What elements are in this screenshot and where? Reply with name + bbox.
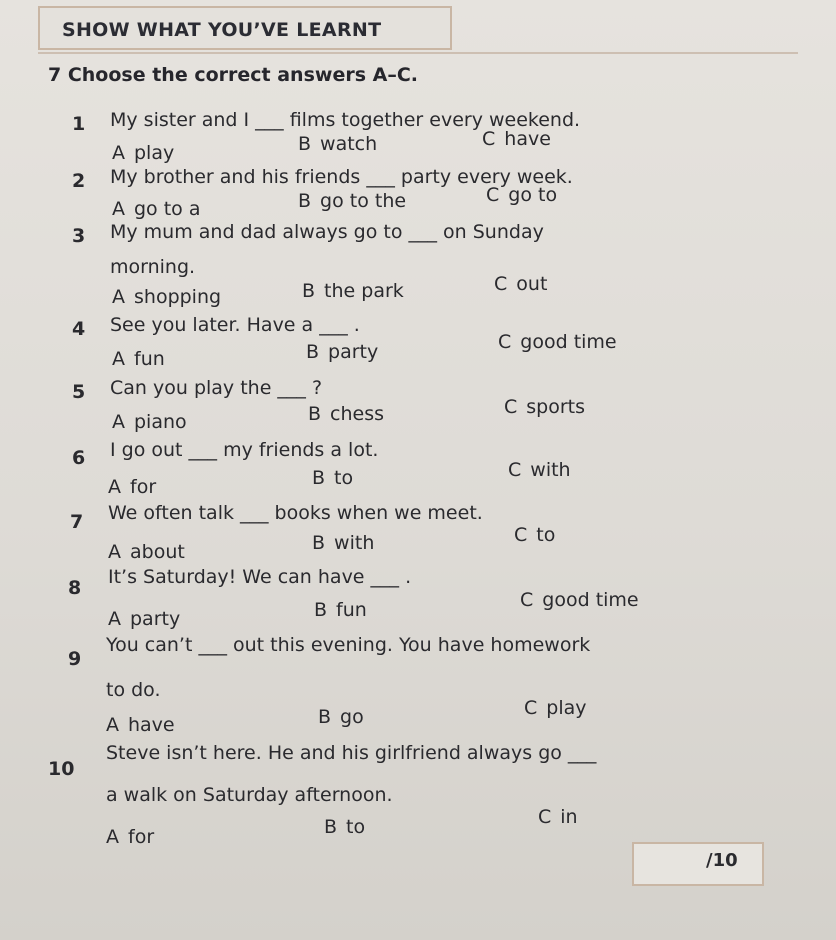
question-text: You can’t ___ out this evening. You have homework xyxy=(106,634,591,656)
option-a xyxy=(112,286,221,308)
option-text: watch xyxy=(320,133,378,155)
option-a xyxy=(108,476,156,498)
option-letter: C xyxy=(482,128,496,150)
question-text-continued: to do. xyxy=(106,679,161,701)
exercise-instruction: 7 Choose the correct answers A–C. xyxy=(48,64,418,86)
question-number: 1 xyxy=(72,113,86,135)
question-number: 4 xyxy=(72,318,86,340)
option-text: with xyxy=(334,532,375,554)
option-c xyxy=(482,128,551,150)
score-box xyxy=(632,842,764,886)
option-letter: B xyxy=(318,706,332,728)
score-total: /10 xyxy=(706,850,738,871)
option-letter: B xyxy=(298,190,312,212)
option-c xyxy=(494,273,547,295)
option-c xyxy=(538,806,578,828)
option-text: about xyxy=(130,541,185,563)
option-b xyxy=(318,706,364,728)
question-number: 9 xyxy=(68,648,82,670)
option-letter: B xyxy=(324,816,338,838)
question-number: 10 xyxy=(48,758,75,780)
option-b xyxy=(298,190,406,212)
option-a xyxy=(112,198,200,220)
option-b xyxy=(312,467,353,489)
option-text: to xyxy=(334,467,354,489)
question-number: 2 xyxy=(72,170,86,192)
option-letter: B xyxy=(312,532,326,554)
option-a xyxy=(112,348,165,370)
question-text: My brother and his friends ___ party every week. xyxy=(110,166,573,188)
option-text: with xyxy=(530,459,571,481)
option-b xyxy=(314,599,367,621)
option-c xyxy=(504,396,585,418)
option-b xyxy=(306,341,378,363)
option-text: go to the xyxy=(320,190,407,212)
option-text: party xyxy=(130,608,181,630)
option-c xyxy=(520,589,639,611)
question-text-continued: a walk on Saturday afternoon. xyxy=(106,784,393,806)
option-a xyxy=(112,142,174,164)
option-text: go to xyxy=(508,184,558,206)
option-letter: C xyxy=(486,184,500,206)
option-b xyxy=(302,280,404,302)
option-b xyxy=(324,816,365,838)
option-letter: B xyxy=(302,280,316,302)
question-text: We often talk ___ books when we meet. xyxy=(108,502,483,524)
option-a xyxy=(106,826,154,848)
option-text: in xyxy=(560,806,578,828)
option-text: to xyxy=(346,816,366,838)
option-letter: A xyxy=(112,142,125,164)
option-text: party xyxy=(328,341,379,363)
option-text: go to a xyxy=(134,198,201,220)
option-a xyxy=(106,714,175,736)
option-text: good time xyxy=(542,589,639,611)
option-c xyxy=(498,331,617,353)
option-text: out xyxy=(516,273,548,295)
question-text: I go out ___ my friends a lot. xyxy=(110,439,379,461)
option-a xyxy=(112,411,187,433)
option-letter: C xyxy=(514,524,528,546)
question-text: Steve isn’t here. He and his girlfriend always go ___ xyxy=(106,742,597,764)
option-text: have xyxy=(504,128,551,150)
option-letter: C xyxy=(498,331,512,353)
option-text: shopping xyxy=(134,286,222,308)
option-letter: A xyxy=(112,411,125,433)
question-text: Can you play the ___ ? xyxy=(110,377,323,399)
option-letter: C xyxy=(538,806,552,828)
question-text: See you later. Have a ___ . xyxy=(110,314,360,336)
option-a xyxy=(108,608,180,630)
question-number: 5 xyxy=(72,381,86,403)
question-text: My mum and dad always go to ___ on Sunday xyxy=(110,221,544,243)
option-text: piano xyxy=(134,411,187,433)
question-text: My sister and I ___ films together every weekend. xyxy=(110,109,581,131)
question-number: 8 xyxy=(68,577,82,599)
option-letter: A xyxy=(112,198,125,220)
option-letter: C xyxy=(508,459,522,481)
option-text: good time xyxy=(520,331,617,353)
section-title: SHOW WHAT YOU’VE LEARNT xyxy=(62,19,382,41)
question-number: 3 xyxy=(72,225,86,247)
option-text: for xyxy=(130,476,157,498)
option-text: sports xyxy=(526,396,586,418)
option-letter: A xyxy=(108,541,121,563)
option-text: for xyxy=(128,826,155,848)
option-a xyxy=(108,541,185,563)
option-letter: A xyxy=(106,826,119,848)
option-text: play xyxy=(134,142,175,164)
option-b xyxy=(312,532,374,554)
section-divider xyxy=(38,52,798,54)
option-letter: A xyxy=(108,476,121,498)
option-text: the park xyxy=(324,280,404,302)
option-letter: C xyxy=(504,396,518,418)
option-letter: A xyxy=(106,714,119,736)
option-text: fun xyxy=(134,348,165,370)
option-letter: C xyxy=(494,273,508,295)
question-text-continued: morning. xyxy=(110,256,196,278)
option-letter: C xyxy=(524,697,538,719)
question-text: It’s Saturday! We can have ___ . xyxy=(108,566,412,588)
option-letter: A xyxy=(108,608,121,630)
option-letter: C xyxy=(520,589,534,611)
option-b xyxy=(298,133,377,155)
option-letter: B xyxy=(298,133,312,155)
option-b xyxy=(308,403,384,425)
option-letter: A xyxy=(112,348,125,370)
option-letter: B xyxy=(306,341,320,363)
question-number: 6 xyxy=(72,447,86,469)
option-text: go xyxy=(340,706,364,728)
option-letter: B xyxy=(314,599,328,621)
option-letter: B xyxy=(312,467,326,489)
option-text: fun xyxy=(336,599,367,621)
option-c xyxy=(508,459,571,481)
option-text: have xyxy=(128,714,175,736)
question-number: 7 xyxy=(70,511,84,533)
option-c xyxy=(514,524,555,546)
option-c xyxy=(524,697,587,719)
option-c xyxy=(486,184,557,206)
option-text: to xyxy=(536,524,556,546)
option-text: play xyxy=(546,697,587,719)
option-text: chess xyxy=(330,403,385,425)
option-letter: A xyxy=(112,286,125,308)
option-letter: B xyxy=(308,403,322,425)
